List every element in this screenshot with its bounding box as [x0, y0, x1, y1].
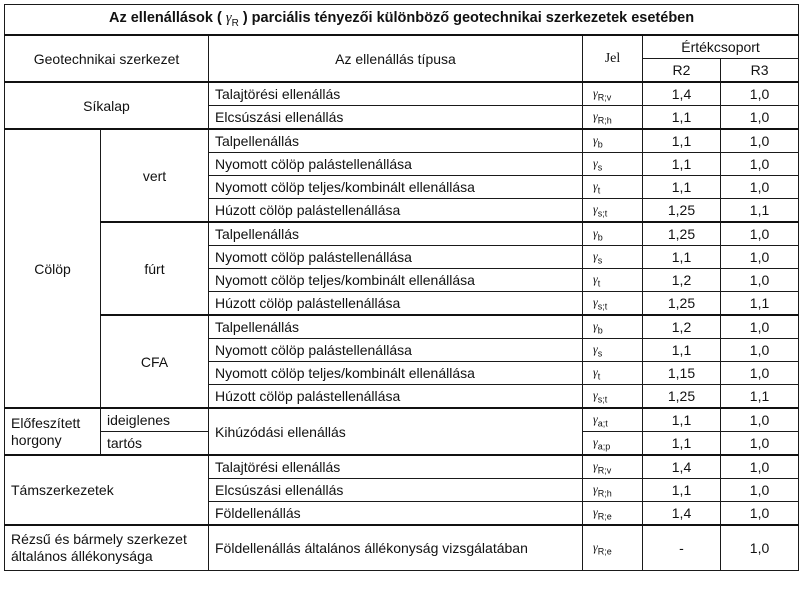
value-r2: 1,1	[643, 153, 721, 176]
value-r2: 1,4	[643, 455, 721, 479]
table-row	[5, 408, 799, 432]
header-r2: R2	[643, 59, 721, 83]
value-r2: 1,1	[643, 408, 721, 432]
resistance-type: Elcsúszási ellenállás	[209, 106, 583, 130]
subgroup-ideiglenes: ideiglenes	[101, 408, 209, 432]
header-r3: R3	[721, 59, 799, 83]
resistance-type: Talpellenállás	[209, 315, 583, 339]
resistance-type: Kihúzódási ellenállás	[209, 408, 583, 455]
value-r3: 1,0	[721, 153, 799, 176]
symbol: $\gamma_{R;v}$	[583, 455, 643, 479]
value-r3: 1,0	[721, 479, 799, 502]
value-r2: 1,4	[643, 82, 721, 106]
resistance-type: Földellenállás	[209, 502, 583, 526]
value-r2: 1,1	[643, 176, 721, 199]
value-r3: 1,0	[721, 129, 799, 153]
symbol: $\gamma_{a;t}$	[583, 408, 643, 432]
value-r3: 1,0	[721, 222, 799, 246]
value-r2: 1,25	[643, 222, 721, 246]
resistance-type: Talpellenállás	[209, 222, 583, 246]
group-rezsu: Rézsű és bármely szerkezet általános állékonysága	[5, 525, 209, 571]
partial-factors-table	[4, 4, 799, 571]
value-r3: 1,0	[721, 269, 799, 292]
value-r2: 1,1	[643, 246, 721, 269]
symbol: $\gamma_{R;e}$	[583, 502, 643, 526]
subgroup-furt: fúrt	[101, 222, 209, 315]
header-symbol: Jel	[583, 35, 643, 82]
header-resistance: Az ellenállás típusa	[209, 35, 583, 82]
value-r3: 1,0	[721, 82, 799, 106]
symbol: $\gamma_s$	[583, 339, 643, 362]
value-r2: 1,25	[643, 199, 721, 223]
resistance-type: Elcsúszási ellenállás	[209, 479, 583, 502]
resistance-type: Talajtörési ellenállás	[209, 82, 583, 106]
symbol: $\gamma_{s;t}$	[583, 292, 643, 316]
subgroup-tartos: tartós	[101, 432, 209, 456]
symbol: $\gamma_{s;t}$	[583, 385, 643, 409]
value-r2: 1,2	[643, 315, 721, 339]
table-title: Az ellenállások ( $\gamma_R$ ) parciális tényezői különböző geotechnikai szerkezetek esetében	[5, 5, 799, 36]
symbol: $\gamma_b$	[583, 129, 643, 153]
value-r2: 1,25	[643, 385, 721, 409]
resistance-type: Húzott cölöp palástellenállása	[209, 385, 583, 409]
value-r3: 1,0	[721, 176, 799, 199]
table-row	[5, 525, 799, 571]
value-r2: 1,2	[643, 269, 721, 292]
resistance-type: Nyomott cölöp teljes/kombinált ellenállása	[209, 362, 583, 385]
value-r3: 1,1	[721, 292, 799, 316]
table-row	[5, 222, 799, 246]
symbol: $\gamma_{R;e}$	[583, 525, 643, 571]
value-r3: 1,0	[721, 339, 799, 362]
resistance-type: Nyomott cölöp teljes/kombinált ellenállása	[209, 176, 583, 199]
value-r2: 1,1	[643, 479, 721, 502]
symbol: $\gamma_t$	[583, 176, 643, 199]
subgroup-vert: vert	[101, 129, 209, 222]
group-horgony: Előfeszített horgony	[5, 408, 101, 455]
value-r2: 1,25	[643, 292, 721, 316]
symbol: $\gamma_t$	[583, 362, 643, 385]
symbol: $\gamma_{R;v}$	[583, 82, 643, 106]
value-r3: 1,0	[721, 408, 799, 432]
group-sikalap: Síkalap	[5, 82, 209, 129]
table-row	[5, 82, 799, 106]
value-r3: 1,0	[721, 315, 799, 339]
resistance-type: Földellenállás általános állékonyság vizsgálatában	[209, 525, 583, 571]
value-r3: 1,0	[721, 455, 799, 479]
value-r3: 1,0	[721, 362, 799, 385]
value-r2: 1,1	[643, 106, 721, 130]
value-r3: 1,0	[721, 525, 799, 571]
value-r3: 1,0	[721, 502, 799, 526]
value-r2: 1,1	[643, 432, 721, 456]
value-r3: 1,0	[721, 106, 799, 130]
header-structure: Geotechnikai szerkezet	[5, 35, 209, 82]
table-row	[5, 455, 799, 479]
value-r3: 1,0	[721, 432, 799, 456]
symbol: $\gamma_{R;h}$	[583, 106, 643, 130]
table-row	[5, 315, 799, 339]
value-r3: 1,1	[721, 385, 799, 409]
resistance-type: Húzott cölöp palástellenállása	[209, 292, 583, 316]
resistance-type: Nyomott cölöp teljes/kombinált ellenállása	[209, 269, 583, 292]
symbol: $\gamma_b$	[583, 315, 643, 339]
symbol: $\gamma_b$	[583, 222, 643, 246]
group-colop: Cölöp	[5, 129, 101, 408]
value-r3: 1,1	[721, 199, 799, 223]
value-r2: 1,1	[643, 339, 721, 362]
symbol: $\gamma_{a;p}$	[583, 432, 643, 456]
table-row	[5, 129, 799, 153]
symbol: $\gamma_{R;h}$	[583, 479, 643, 502]
symbol: $\gamma_s$	[583, 153, 643, 176]
value-r2: 1,4	[643, 502, 721, 526]
group-tamszerkezetek: Támszerkezetek	[5, 455, 209, 525]
symbol: $\gamma_s$	[583, 246, 643, 269]
symbol: $\gamma_t$	[583, 269, 643, 292]
resistance-type: Talajtörési ellenállás	[209, 455, 583, 479]
value-r2: 1,1	[643, 129, 721, 153]
resistance-type: Nyomott cölöp palástellenállása	[209, 153, 583, 176]
resistance-type: Nyomott cölöp palástellenállása	[209, 246, 583, 269]
subgroup-cfa: CFA	[101, 315, 209, 408]
resistance-type: Nyomott cölöp palástellenállása	[209, 339, 583, 362]
value-r2: 1,15	[643, 362, 721, 385]
value-r3: 1,0	[721, 246, 799, 269]
value-r2: -	[643, 525, 721, 571]
header-value-group: Értékcsoport	[643, 35, 799, 59]
resistance-type: Talpellenállás	[209, 129, 583, 153]
symbol: $\gamma_{s;t}$	[583, 199, 643, 223]
resistance-type: Húzott cölöp palástellenállása	[209, 199, 583, 223]
